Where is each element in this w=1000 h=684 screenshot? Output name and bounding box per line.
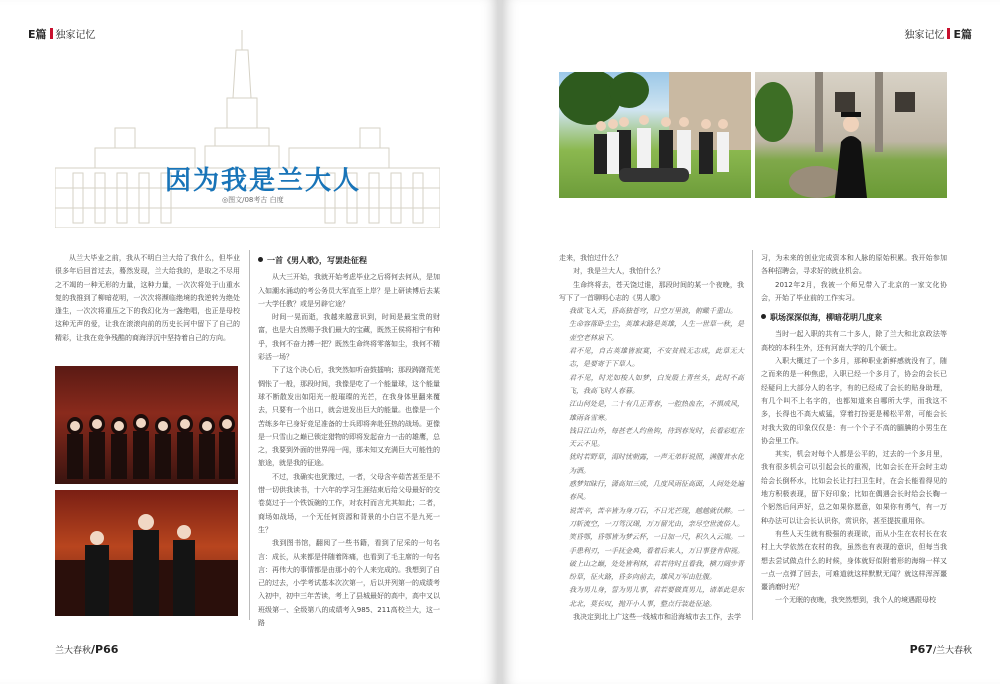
bullet-icon — [761, 314, 766, 319]
photo-group-stage — [55, 366, 238, 484]
section-name: 独家记忆 — [904, 30, 945, 41]
section-name: 独家记忆 — [55, 30, 96, 41]
section-logo: E篇 — [28, 28, 47, 41]
right-header — [904, 26, 972, 42]
paragraph: 不过，我确实也犹豫过，一者，父母含辛茹苦甚至是不惜一切供我读书，十六年的学习生涯结束后给父母最好的交卷莫过于一个铁饭碗的工作，对农村而言尤其如此；二者，商场如战场，一个无任何资源和背景的小白岂不是九死一生？ — [258, 472, 440, 534]
poem-line: 江山何处是，二十有几正青春，一腔热血在，不惧成风，雄雨各雪寒。 — [569, 400, 744, 422]
paragraph: 从兰大毕业之前，我从不明白兰大给了我什么，但毕业很多年后回首过去，蓦然发现，兰大给我的，是取之不尽用之不竭的一种无形的力量，这种力量，一次次将处于山重水复的我推到了柳暗花明，一次次将濒临绝境的我逆转为绝处逢生，一次次将重压之下的我幻化为一盏绝唱，也正是母校这种无声的爱，让我在滚滚向前的历史长河中留下了自己的精彩，让我在竞争残酷的商海浮沉中坚持着自己的方向。 — [55, 254, 240, 342]
paragraph: 对，我是兰大人，我怕什么？ — [573, 267, 664, 276]
page-number: /P66 — [91, 643, 119, 656]
right-page — [502, 0, 1000, 684]
poem-line: 惑梦知昧行，潇高知三成，几度风雨征高面，人间处处遍春风。 — [569, 480, 744, 502]
right-column-1 — [559, 252, 744, 624]
bullet-icon — [258, 257, 263, 262]
paragraph: 时间一晃而逝，我越来越意识到，时间是最宝贵的财富，也是大自然赐予我们最大的宝藏，既然王侯将相宁有种乎，我何不奋力搏一把？既然生命终将零落如尘，我何不精彩活一场？ — [258, 313, 440, 362]
column-divider — [249, 250, 250, 620]
paragraph: 当时一起入职的共有二十多人，除了兰大和北京政法等高校的本科生外，还有河南大学的几个硕士。 — [761, 330, 947, 352]
poem-line: 破上山之巅，处处皆利林，君若待时且看我，横刀阔步青纷草，征火路，昏多向前去，雄风万军由肚腹。 — [569, 559, 744, 582]
paragraph: 走来，我怕过什么？ — [559, 254, 622, 262]
poem-line: 君不见，时光如梭人如梦，白发殷上青丝头，此时不高飞，我高飞时人春暮。 — [569, 373, 744, 395]
poem-line: 生命容落卧尘尘，英雄末路是英雄，人生一世草一秋，是壶空老林泉下。 — [569, 320, 744, 342]
page-number: P67 — [909, 643, 933, 656]
paragraph: 从大三开始，我就开始考虑毕业之后将何去何从，是加入如潮水涌动的考公务员大军直至上岸？是上研读博后去某一大学任教？或是另辟它途？ — [258, 273, 440, 308]
photo-graduation-group — [559, 72, 751, 198]
photo-speaker — [55, 490, 238, 616]
article-title: 因为我是兰大人 — [165, 166, 362, 196]
section-heading: 职场深深似海，柳暗花明几度来 — [761, 311, 947, 324]
paragraph: 生命终将去，苍天饶过谁，那段时间的某一个夜晚，我写下了一首聊明心志的《男人歌》 — [559, 280, 744, 302]
poem-line: 君不见，自古英雄皆寂寞，不安贫贱无志成，此草无大志，是要寄于下草人。 — [569, 347, 744, 369]
magazine-name: /兰大春秋 — [932, 646, 972, 656]
poem-line: 犹时若野草，渴时忧朝露，一声无弟轩说照，满腹昔水化为酒。 — [569, 453, 744, 475]
poem-line: 钱目江山外，每甚老人约鱼钩，待到春发时，长看彩虹在天云不见。 — [569, 426, 744, 449]
photo-graduate-portrait — [755, 72, 947, 198]
paragraph: 我到图书馆，翻阅了一些书籍，看到了尼采的一句名言：成长，从来都是伴随着阵痛，也看到了毛主席的一句名言：再伟大的事情都是由那小的个人来完成的。我想到了自己的过去，小学考试基本次次第一，后以并列第一的成绩考入初中，初中三年苦读，考上了县城最好的高中，高中又以班级第一、全级第八的成绩考入985、211高校兰大，这一路 — [258, 539, 440, 628]
poem-line: 说苦辛，苦辛皆为身刀石，不日光芒现，越越就伏醉。一刀斩流空，一刀驾汉瑚，万万留光由，亲尽空世流俗人。 — [569, 506, 744, 528]
byline: ◎图文/08考古 白度 — [222, 196, 284, 204]
left-page — [0, 0, 498, 684]
poem-block — [559, 305, 744, 611]
paragraph: 下了这个决心后，我突然如听奋鼓擂响；那段踌躇荒芜惆怅了一般，那段时间，我像是吃了一个能量球，这个能量球不断散发出如阳光一般璀璨的光芒，在我身体里翻来覆去，只要有一个出口，就会迸发出巨大的能量。也像是一个苦练多年已身好竞足准备的士兵即将奔赴狂热的战场。更像是一只雪山之巅已锁定猎物的即将发起奋力一击的雄鹰，总之，我要到外面的世界闯一闯，那未知又充满巨大可能性的旅途，就是我的征途。 — [258, 366, 440, 468]
header-divider — [50, 28, 53, 39]
poem-line: 笑昏鄂，昏鄂皆为梦云杯，一日加一尺，积久入云端。一手患利刃，一手抚金典，看着后来人，万日事登肯仰视。 — [569, 533, 744, 555]
left-column-1 — [55, 252, 240, 345]
magazine-name: 兰大春秋 — [55, 646, 92, 656]
right-column-2 — [761, 252, 947, 608]
paragraph: 我决定到北上广这些一线城市和沿海城市去工作，去学 — [573, 613, 741, 622]
section-heading: 一首《男人歌》，写罢赴征程 — [258, 254, 440, 267]
right-folio — [910, 643, 972, 656]
paragraph: 有些人天生就有极强的表现欲，而从小生在农村长在农村上大学依然在农村的我，虽然也有表现的意识，但每当我想去尝试做点什么的时候，身体就好似附着形的海绵一样又一点一点弹了回去，可难道就这样默默无闻？就这样浑浑噩噩消磨时光？ — [761, 529, 947, 592]
poem-line: 我欲飞入天，昏高独苍穹，日空万里浪，俯瞰千重山。 — [569, 307, 737, 316]
header-divider — [947, 28, 950, 39]
poem-line: 我为男儿身，誓为男儿事，君若要做真男儿，请革此是东北北，莫长叹，抛开小人事，整点行装赴征途。 — [569, 586, 744, 608]
paragraph: 入职大概过了一个多月，那种职业新鲜感就没有了，随之而来的是一种焦虑，入职已经一个多月了，协会的会长已经疑问上大部分人的名字，有的已经成了会长的贴身助理，有几个叫不上名字的，也都知道来自哪所大学，而我这不多，长得也不高大威猛，穿着打扮更是稀松平常，可能会长对我大致的印象仅仅是：有一个个子不高的腼腆的小男生在协会里工作。 — [761, 357, 947, 445]
paragraph: 其实，机会对每个人都是公平的，过去的一个多月里，我有很多机会可以引起会长的重视，比如会长在开会时主动给会长倒杯水，比如会长让打扫卫生时，在会长能看得见的地方积极表现，留下好印象；比如在偶遇会长时给会长鞠一个躬然后问声好，总之如果你愿意，如果你有勇气，有一万种办法可以让会长认识你，赏识你，甚至提拔重用你。 — [761, 450, 947, 525]
column-divider — [752, 250, 753, 620]
left-folio — [55, 643, 118, 656]
section-logo: E篇 — [953, 28, 972, 41]
left-column-2 — [258, 252, 440, 630]
paragraph: 一个无眠的夜晚，我突然想到，我个人的境遇跟母校 — [775, 596, 936, 605]
paragraph: 2012年2月，我被一个师兄带入了北京的一家文化协会，开始了毕业前的工作实习。 — [761, 280, 947, 302]
paragraph: 习，为未来的创业完成资本和人脉的原始积累。我开始参加各种招聘会，寻求好的就业机会。 — [761, 254, 947, 276]
